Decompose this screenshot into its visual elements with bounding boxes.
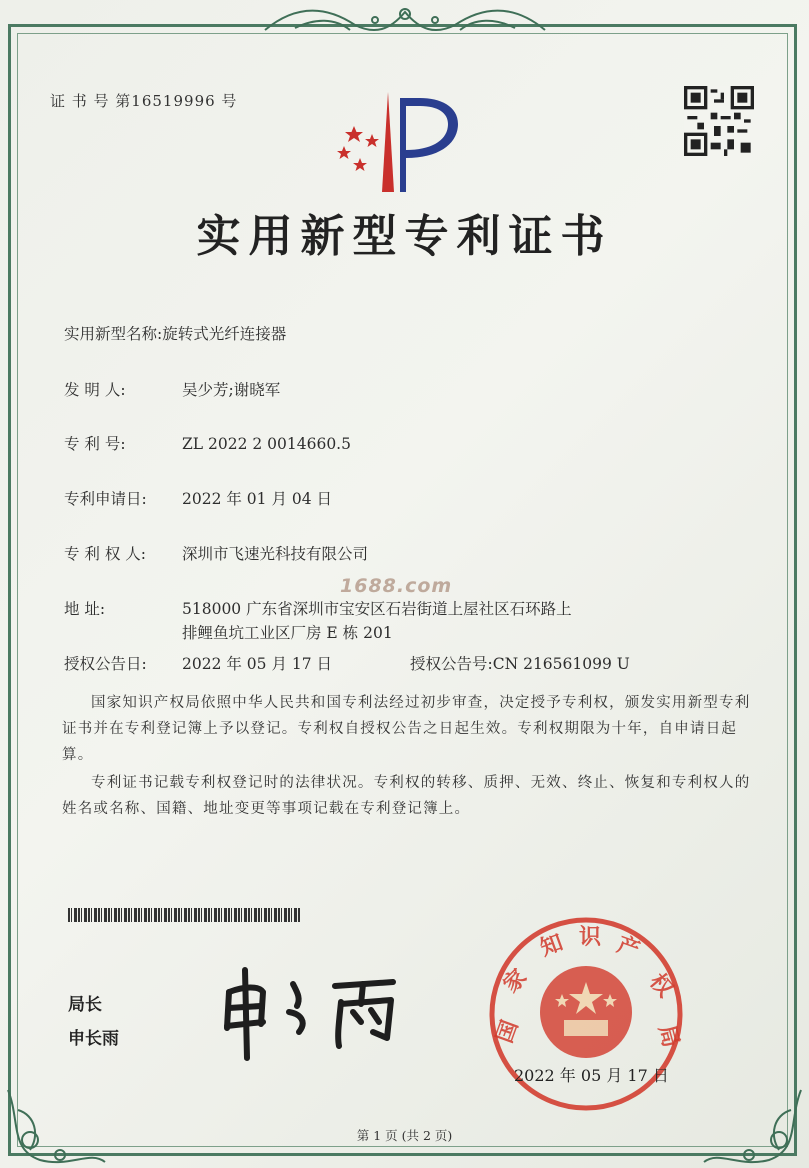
field-address-line2: 排鲤鱼坑工业区厂房 E 栋 201 xyxy=(182,624,393,642)
svg-text:权: 权 xyxy=(644,969,678,1003)
svg-text:产: 产 xyxy=(613,932,643,964)
field-label: 专 利 权 人: xyxy=(64,545,147,563)
field-value: 旋转式光纤连接器 xyxy=(162,325,287,343)
body-paragraph-2: 专利证书记载专利权登记时的法律状况。专利权的转移、质押、无效、终止、恢复和专利权人的姓名或名称、国籍、地址变更等事项记载在专利登记簿上。 xyxy=(62,775,751,817)
field-label: 地 址: xyxy=(64,600,106,618)
field-value: 2022 年 01 月 04 日 xyxy=(182,490,333,508)
watermark-text: 1688.com xyxy=(340,575,453,597)
barcode-icon xyxy=(68,908,300,922)
field-value: 518000 广东省深圳市宝安区石岩街道上屋社区石环路上 xyxy=(182,600,572,618)
field-value: 吴少芳;谢晓军 xyxy=(182,381,281,399)
field-value: 深圳市飞速光科技有限公司 xyxy=(182,545,369,563)
svg-text:局: 局 xyxy=(653,1022,684,1051)
bottom-left-ornament-icon xyxy=(0,1080,110,1168)
svg-text:国: 国 xyxy=(492,1017,524,1047)
field-patentee xyxy=(64,542,368,564)
certificate-number: 证 书 号 第16519996 号 xyxy=(50,92,238,110)
field-grant-number xyxy=(410,652,630,674)
body-paragraph-1: 国家知识产权局依照中华人民共和国专利法经过初步审查，决定授予专利权，颁发实用新型专利证书并在专利登记簿上予以登记。专利权自授权公告之日起生效。专利权期限为十年，自申请日起算。 xyxy=(62,695,751,763)
field-grant-date xyxy=(64,652,332,674)
svg-text:家: 家 xyxy=(498,964,533,999)
top-ornament-icon xyxy=(255,0,555,40)
cnipa-logo-icon xyxy=(330,88,470,196)
field-application-date xyxy=(64,487,332,509)
field-patent-number xyxy=(64,432,351,454)
field-value: ZL 2022 2 0014660.5 xyxy=(182,435,351,453)
field-label: 授权公告号: xyxy=(410,655,493,673)
certificate-title: 实用新型专利证书 xyxy=(196,211,613,262)
field-label: 授权公告日: xyxy=(64,655,147,673)
field-value: 2022 年 05 月 17 日 xyxy=(182,655,333,673)
page-indicator: 第 1 页 (共 2 页) xyxy=(356,1128,453,1143)
field-label: 实用新型名称: xyxy=(64,325,163,343)
qr-code-icon xyxy=(684,86,754,156)
director-name: 申长雨 xyxy=(68,1029,119,1049)
field-value: CN 216561099 U xyxy=(492,655,630,673)
field-label: 发 明 人: xyxy=(64,381,126,399)
director-title: 局长 xyxy=(68,995,102,1015)
seal-date: 2022 年 05 月 17 日 xyxy=(514,1066,669,1085)
field-utility-model-name xyxy=(64,322,286,344)
field-inventor xyxy=(64,378,280,400)
svg-text:知: 知 xyxy=(537,930,567,962)
field-label: 专利申请日: xyxy=(64,490,147,508)
bottom-right-ornament-icon xyxy=(700,1080,809,1168)
svg-text:识: 识 xyxy=(578,925,602,950)
handwritten-signature-icon xyxy=(215,962,415,1062)
field-label: 专 利 号: xyxy=(64,435,126,453)
field-address xyxy=(64,597,572,619)
